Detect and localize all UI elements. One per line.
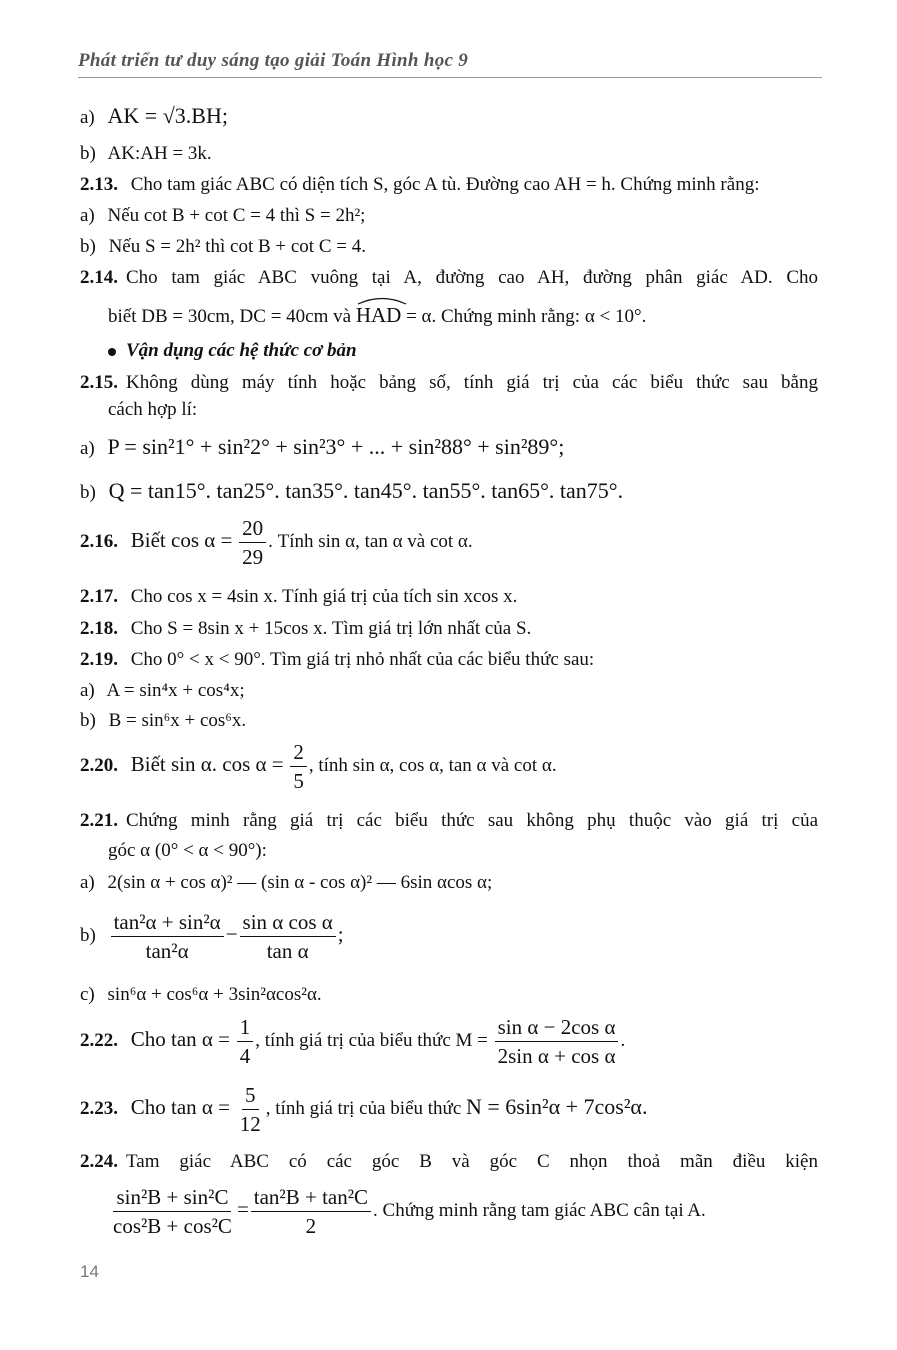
item-text: Nếu S = 2h² thì cot B + cot C = 4.: [108, 236, 366, 257]
problem-number: 2.14.: [80, 267, 118, 288]
item-label: b): [80, 143, 96, 164]
item-text: AK:AH = 3k.: [107, 143, 212, 164]
fraction-denominator: 2sin α + cos α: [497, 1044, 616, 1069]
problem-text: . Chứng minh rằng tam giác ABC cân tại A.: [373, 1200, 706, 1221]
problem-2-18: [80, 617, 531, 641]
problem-number: 2.16.: [80, 531, 118, 552]
fraction: [111, 910, 224, 963]
problem-text: cách hợp lí:: [108, 399, 198, 420]
fraction-denominator: 2: [305, 1214, 317, 1239]
section-heading: [108, 339, 357, 363]
math-expression: Cho tan α =: [130, 1095, 231, 1119]
math-expression: Biết cos α =: [130, 528, 233, 552]
line-1a: [80, 104, 228, 130]
item-text: sin⁶α + cos⁶α + 3sin²αcos²α.: [107, 984, 322, 1005]
item-label: a): [80, 680, 95, 701]
problem-text: Tam giác ABC có các góc B và góc C nhọn thoả mãn điều kiện: [126, 1151, 818, 1172]
fraction: [110, 1185, 235, 1238]
problem-number: 2.15.: [80, 372, 118, 393]
problem-2-22: [80, 1015, 625, 1068]
problem-2-24-cont: [108, 1185, 706, 1238]
problem-text: biết DB = 30cm, DC = 40cm và: [108, 306, 352, 327]
line-1b: [80, 142, 212, 166]
problem-number: 2.21.: [80, 810, 118, 831]
fraction-denominator: cos²B + cos²C: [113, 1214, 232, 1239]
item-label: a): [80, 872, 95, 893]
problem-number: 2.24.: [80, 1151, 118, 1172]
problem-2-23: [80, 1083, 647, 1136]
problem-2-13-b: [80, 235, 366, 259]
page-number: 14: [80, 1262, 99, 1281]
item-text: A = sin⁴x + cos⁴x;: [106, 680, 245, 701]
problem-text: = α. Chứng minh rằng: α < 10°.: [406, 306, 647, 327]
problem-2-21-b: [80, 910, 344, 963]
angle-had: [356, 303, 402, 327]
problem-number: 2.19.: [80, 649, 118, 670]
problem-text: Cho S = 8sin x + 15cos x. Tìm giá trị lớn nhất của S.: [130, 618, 532, 639]
fraction-numerator: 1: [237, 1015, 254, 1042]
item-label: b): [80, 482, 96, 503]
problem-2-24: [80, 1150, 818, 1174]
section-title: Vận dụng các hệ thức cơ bản: [126, 340, 357, 361]
fraction-numerator: 2: [290, 740, 307, 767]
item-text: B = sin⁶x + cos⁶x.: [108, 710, 247, 731]
fraction-denominator: tan α: [266, 939, 309, 964]
problem-2-20: [80, 740, 557, 793]
problem-2-21-cont: [108, 839, 267, 863]
problem-2-19-b: [80, 709, 246, 733]
item-label: b): [80, 925, 96, 946]
problem-2-21-a: [80, 871, 492, 895]
fraction-numerator: 20: [239, 516, 266, 543]
fraction-numerator: sin α − 2cos α: [495, 1015, 619, 1042]
punctuation: ;: [337, 922, 344, 946]
problem-text: , tính giá trị của biểu thức M =: [255, 1030, 488, 1051]
fraction-numerator: sin²B + sin²C: [113, 1185, 231, 1212]
problem-2-14: [80, 266, 818, 290]
fraction-numerator: tan²B + tan²C: [251, 1185, 371, 1212]
problem-2-13: [80, 173, 759, 197]
fraction-denominator: tan²α: [145, 939, 189, 964]
math-expression: Q = tan15°. tan25°. tan35°. tan45°. tan55°. tan65°. tan75°.: [108, 478, 624, 503]
fraction-numerator: tan²α + sin²α: [111, 910, 224, 937]
problem-number: 2.23.: [80, 1098, 118, 1119]
math-expression: Biết sin α. cos α =: [130, 752, 284, 776]
bullet-icon: [108, 348, 116, 356]
fraction-denominator: 5: [293, 769, 304, 794]
problem-number: 2.13.: [80, 174, 118, 195]
problem-text: Cho tam giác ABC vuông tại A, đường cao AH, đường phân giác AD. Cho: [126, 267, 818, 288]
problem-2-19-a: [80, 679, 245, 703]
item-label: a): [80, 107, 95, 128]
fraction: [237, 1083, 264, 1136]
fraction-denominator: 4: [239, 1044, 251, 1069]
item-text: Nếu cot B + cot C = 4 thì S = 2h²;: [107, 205, 366, 226]
problem-text: góc α (0° < α < 90°):: [108, 840, 267, 861]
punctuation: .: [620, 1030, 626, 1051]
fraction: [495, 1015, 619, 1068]
angle-label: HAD: [355, 303, 402, 327]
problem-text: Không dùng máy tính hoặc bảng số, tính giá trị của các biểu thức sau bằng: [126, 372, 818, 393]
fraction: [240, 910, 336, 963]
problem-text: Chứng minh rằng giá trị các biểu thức sau không phụ thuộc vào giá trị của: [126, 810, 818, 831]
problem-2-19: [80, 648, 594, 672]
running-header: Phát triển tư duy sáng tạo giải Toán Hình học 9: [78, 50, 469, 71]
item-label: a): [80, 438, 95, 459]
math-expression: AK = √3.BH;: [107, 103, 228, 128]
problem-2-15-cont: [108, 398, 197, 422]
fraction-numerator: 5: [242, 1083, 259, 1110]
problem-text: Cho cos x = 4sin x. Tính giá trị của tích sin xcos x.: [130, 586, 518, 607]
math-expression: Cho tan α =: [130, 1027, 231, 1051]
fraction-denominator: 29: [242, 545, 264, 570]
problem-number: 2.20.: [80, 755, 118, 776]
problem-number: 2.22.: [80, 1030, 118, 1051]
problem-number: 2.17.: [80, 586, 118, 607]
problem-text: , tính sin α, cos α, tan α và cot α.: [308, 755, 557, 776]
fraction-denominator: 12: [239, 1112, 261, 1137]
item-label: a): [80, 205, 95, 226]
math-expression: P = sin²1° + sin²2° + sin²3° + ... + sin²88° + sin²89°;: [107, 434, 565, 459]
math-expression: N = 6sin²α + 7cos²α.: [466, 1094, 648, 1119]
fraction: [239, 516, 266, 569]
item-text: 2(sin α + cos α)² — (sin α - cos α)² — 6sin αcos α;: [107, 872, 493, 893]
problem-2-15: [80, 371, 818, 395]
equals-sign: =: [236, 1197, 249, 1221]
problem-text: , tính giá trị của biểu thức: [265, 1098, 462, 1119]
problem-2-16: [80, 516, 473, 569]
problem-text: . Tính sin α, tan α và cot α.: [268, 531, 473, 552]
problem-text: Cho tam giác ABC có diện tích S, góc A tù. Đường cao AH = h. Chứng minh rằng:: [130, 174, 760, 195]
problem-2-14-cont: [108, 303, 646, 329]
fraction-numerator: sin α cos α: [240, 910, 336, 937]
minus-sign: −: [225, 922, 238, 946]
item-label: b): [80, 710, 96, 731]
problem-2-21-c: [80, 983, 322, 1007]
arc-mark-icon: [356, 295, 408, 305]
problem-text: Cho 0° < x < 90°. Tìm giá trị nhỏ nhất của các biểu thức sau:: [130, 649, 595, 670]
item-label: b): [80, 236, 96, 257]
fraction: [251, 1185, 371, 1238]
problem-number: 2.18.: [80, 618, 118, 639]
fraction: [237, 1015, 254, 1068]
problem-2-13-a: [80, 204, 365, 228]
problem-2-17: [80, 585, 517, 609]
problem-2-21: [80, 809, 818, 833]
problem-2-15-b: [80, 479, 623, 505]
fraction: [290, 740, 307, 793]
header-rule: [78, 77, 822, 78]
problem-2-15-a: [80, 435, 564, 461]
item-label: c): [80, 984, 95, 1005]
